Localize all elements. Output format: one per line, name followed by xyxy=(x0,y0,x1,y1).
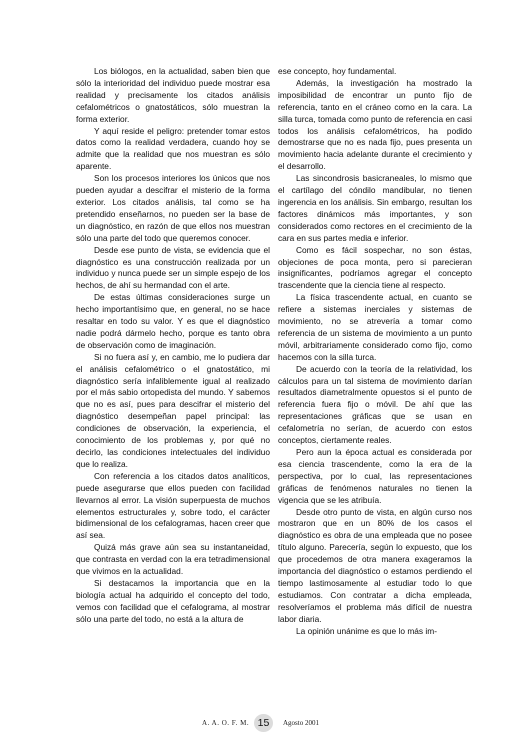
paragraph: Con referencia a los citados datos analíticos, puede asegurarse que ellos pueden con facilidad llevarnos al error. La visión superpuesta de muchos elementos estructurales y, sobre todo, el carácter bidimensional de los cefalogramas, hacen creer que así sea. xyxy=(76,470,270,541)
paragraph: La física trascendente actual, en cuanto se refiere a sistemas inerciales y sistemas de movimiento, no se atrevería a tomar como referencia de un sistema de movimiento a un punto móvil, arbitrariamente considerado como fijo, como hacemos con la silla turca. xyxy=(278,292,472,362)
paragraph: Además, la investigación ha mostrado la imposibilidad de encontrar un punto fijo de referencia, tanto en el cráneo como en la cara. La silla turca, tomada como punto de referencia en casi todos los análisis cefalométricos, ha podido demostrarse que no es nada fijo, pues presenta un movimiento hacia adelante durante el crecimiento y el desarrollo. xyxy=(278,77,472,172)
left-text-column xyxy=(76,66,270,626)
paragraph: Si no fuera así y, en cambio, me lo pudiera dar el análisis cefalométrico o el gnatostático, mi diagnóstico sería infaliblemente igual al realizado por el más sabio ortopedista del mundo. Y sabemos que no es así, pues para descifrar el misterio del diagnóstico desempeñan papel principal: las condiciones de observación, la experiencia, el conocimiento de los problemas y, por qué no decirlo, las condiciones intelectuales del individuo que lo realiza. xyxy=(76,351,270,469)
page-number-badge: 15 xyxy=(254,714,273,732)
issue-date: Agosto 2001 xyxy=(283,719,319,727)
paragraph: De estas últimas consideraciones surge un hecho importantísimo que, en general, no se hace resaltar en todo su valor. Y es que el diagnóstico nadie podrá dármelo hecho, porque es tanto obra de observación como de imaginación. xyxy=(76,292,270,350)
paragraph: Si destacamos la importancia que en la biología actual ha adquirido el concepto del todo, vemos con facilidad que el cefalograma, al mostrar sólo una parte del todo, no está a la altura de xyxy=(76,577,270,624)
page-footer xyxy=(0,714,510,734)
paragraph: Desde otro punto de vista, en algún curso nos mostraron que en un 80% de los casos el diagnóstico es obra de una empleada que no posee título alguno. Parecería, según lo expuesto, que los que procedemos de otra manera exageramos la importancia del diagnóstico o estamos perdiendo el tiempo lastimosamente al estudiar todo lo que estudiamos. Con contratar a dicha empleada, resolveríamos el problema más difícil de nuestra labor diaria. xyxy=(278,506,472,624)
paragraph: La opinión unánime es que lo más im- xyxy=(296,625,437,636)
paragraph-continuation: ese concepto, hoy fundamental. xyxy=(278,66,397,76)
right-text-column xyxy=(278,66,472,638)
paragraph: Los biólogos, en la actualidad, saben bien que sólo la interioridad del individuo puede mostrar esa realidad y precisamente los citados análisis cefalométricos o gnatostáticos, sólo muestran la forma exterior. xyxy=(76,66,270,124)
paragraph: De acuerdo con la teoría de la relatividad, los cálculos para un tal sistema de movimiento darían resultados diametralmente opuestos si el punto de referencia fuera fijo o móvil. De ahí que las representaciones gráficas que se usan en cefalometría no serían, de acuerdo con estos conceptos, ciertamente reales. xyxy=(278,363,472,446)
paragraph: Las sincondrosis basicraneales, lo mismo que el cartílago del cóndilo mandibular, no tienen ingerencia en los análisis. Sin embargo, resultan los factores dinámicos más importantes, y son considerados como rectores en el crecimiento de la cara en sus partes media e inferior. xyxy=(278,173,472,243)
journal-name: A. A. O. F. M. xyxy=(202,719,250,727)
paragraph: Desde ese punto de vista, se evidencia que el diagnóstico es una construcción realizada por un individuo y nunca puede ser un simple espejo de los hechos, de ahí su hermandad con el arte. xyxy=(76,244,270,291)
paragraph: Pero aun la época actual es considerada por esa ciencia trascendente, como la era de la perspectiva, por lo cual, las representaciones gráficas de fenómenos naturales no tienen la vigencia que se les atribuía. xyxy=(278,447,472,505)
paragraph: Quizá más grave aún sea su instantaneidad, que contrasta en verdad con la era tetradimensional que vivimos en la actualidad. xyxy=(76,542,270,577)
paragraph: Son los procesos interiores los únicos que nos pueden ayudar a descifrar el misterio de la forma exterior. Los citados análisis, tal como se ha pretendido enseñarnos, no pueden ser la base de un diagnóstico, en razón de que ellos nos muestran sólo una parte del todo que queremos conocer. xyxy=(76,173,270,243)
paragraph: Y aquí reside el peligro: pretender tomar estos datos como la realidad verdadera, cuando hoy se admite que la realidad que nos muestran es sólo aparente. xyxy=(76,125,270,172)
paragraph: Como es fácil sospechar, no son éstas, objeciones de poca monta, pero si parecieran insignificantes, podríamos agregar el concepto trascendente que la ciencia tiene al respecto. xyxy=(278,244,472,291)
